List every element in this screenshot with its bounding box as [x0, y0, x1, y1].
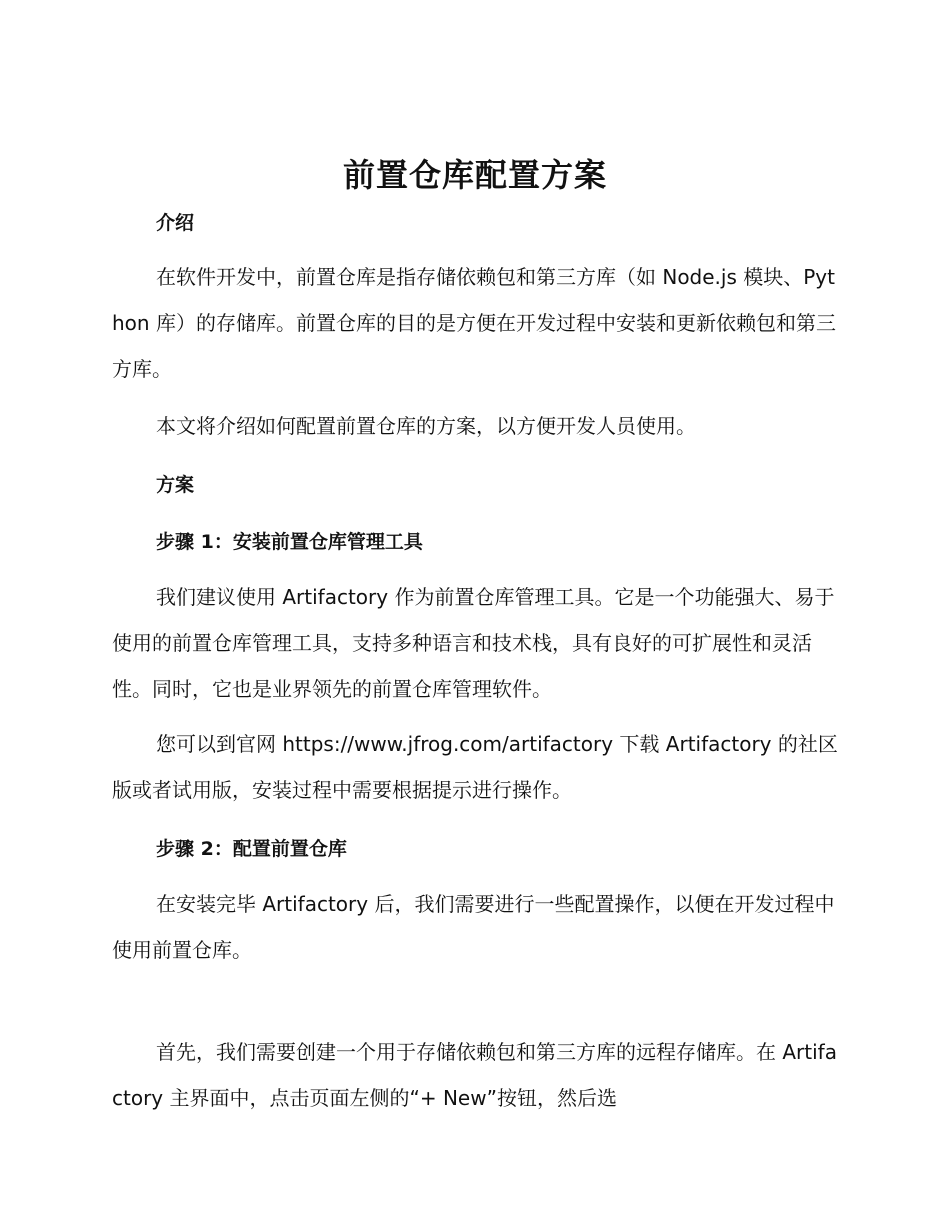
section-heading-step1: 步骤 1：安装前置仓库管理工具 [156, 531, 423, 553]
document-title: 前置仓库配置方案 [342, 156, 607, 194]
paragraph-step2-1: 在安装完毕 Artifactory 后，我们需要进行一些配置操作，以便在开发过程中使用前置仓库。 [112, 892, 835, 962]
paragraph-intro-1: 在软件开发中，前置仓库是指存储依赖包和第三方库（如 Node.js 模块、Python 库）的存储库。前置仓库的目的是方便在开发过程中安装和更新依赖包和第三方库。 [112, 265, 836, 381]
section-heading-plan: 方案 [156, 474, 195, 496]
paragraph-step1-2: 您可以到官网 https://www.jfrog.com/artifactory 下载 Artifactory 的社区版或者试用版，安装过程中需要根据提示进行操作。 [112, 732, 838, 802]
paragraph-step2-2: 首先，我们需要创建一个用于存储依赖包和第三方库的远程存储库。在 Artifactory 主界面中，点击页面左侧的“+ New”按钮，然后选 [112, 1040, 837, 1110]
section-heading-intro: 介绍 [156, 212, 195, 234]
paragraph-step1-1: 我们建议使用 Artifactory 作为前置仓库管理工具。它是一个功能强大、易于使用的前置仓库管理工具，支持多种语言和技术栈，具有良好的可扩展性和灵活性。同时，它也是业界领先的前置仓库管理软件。 [112, 585, 835, 701]
paragraph-intro-2: 本文将介绍如何配置前置仓库的方案，以方便开发人员使用。 [156, 414, 696, 438]
section-heading-step2: 步骤 2：配置前置仓库 [156, 838, 347, 860]
